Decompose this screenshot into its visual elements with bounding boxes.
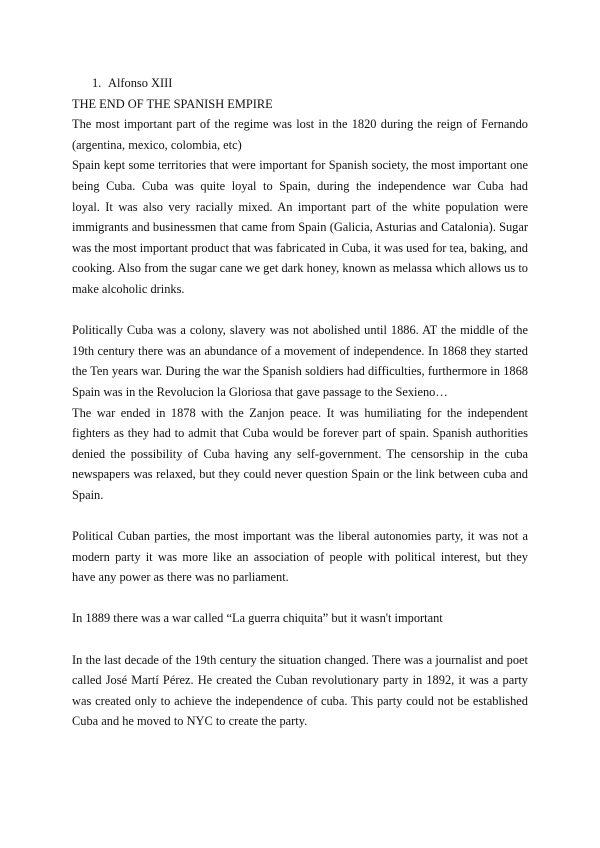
paragraph: [72, 403, 528, 506]
text-line: make alcoholic drinks.: [72, 281, 185, 296]
text-line: Cuba and he moved to NYC to create the party.: [72, 714, 308, 729]
text-line: In 1889 there was a war called “La guerra chiquita” but it wasn't important: [72, 611, 443, 626]
paragraph-spacer: [72, 505, 528, 526]
body-text: [72, 114, 528, 732]
list-item-text: Alfonso XIII: [108, 76, 173, 90]
text-line: Politically Cuba was a colony, slavery was not abolished until 1886. AT the middle of the: [72, 323, 528, 338]
paragraph: [72, 155, 528, 299]
paragraph-spacer: [72, 629, 528, 650]
text-line: Political Cuban parties, the most important was the liberal autonomies party, it was not a: [72, 529, 528, 544]
text-line: called José Martí Pérez. He created the Cuban revolutionary party in 1892, it was a party: [72, 673, 528, 688]
text-line: have any power as there was no parliament.: [72, 570, 289, 585]
numbered-list-item: [72, 73, 528, 94]
document-page: [72, 73, 528, 732]
text-line: newspapers was relaxed, but they could never question Spain or the link between cuba and: [72, 467, 528, 482]
list-number: 1.: [92, 76, 102, 90]
text-line: Spain was in the Revolucion la Gloriosa that gave passage to the Sexieno…: [72, 384, 448, 399]
paragraph-spacer: [72, 300, 528, 321]
paragraph: [72, 320, 528, 402]
section-heading: THE END OF THE SPANISH EMPIRE: [72, 96, 273, 111]
paragraph: [72, 608, 528, 629]
paragraph: [72, 526, 528, 588]
text-line: the Ten years war. During the war the Spanish soldiers had difficulties, furthermore in 1868: [72, 364, 528, 379]
text-line: In the last decade of the 19th century the situation changed. There was a journalist and poet: [72, 652, 528, 667]
text-line: The war ended in 1878 with the Zanjon peace. It was humiliating for the independent: [72, 405, 528, 420]
text-line: was the most important product that was fabricated in Cuba, it was used for tea, baking, and: [72, 240, 528, 255]
text-line: immigrants and businessmen that came from Spain (Galicia, Asturias and Catalonia). Sugar: [72, 220, 528, 235]
text-line: modern party it was more like an association of people with political interest, but they: [72, 549, 528, 564]
text-line: 19th century there was an abundance of a movement of independence. In 1868 they started: [72, 343, 528, 358]
text-line: The most important part of the regime was lost in the 1820 during the reign of Fernando: [72, 117, 528, 132]
text-line: cooking. Also from the sugar cane we get dark honey, known as melassa which allows us to: [72, 261, 528, 276]
text-line: being Cuba. Cuba was quite loyal to Spain, during the independence war Cuba had: [72, 178, 528, 193]
text-line: was created only to achieve the independence of cuba. This party could not be established: [72, 693, 528, 708]
paragraph: [72, 650, 528, 732]
text-line: Spain kept some territories that were important for Spanish society, the most important one: [72, 158, 528, 173]
paragraph-spacer: [72, 588, 528, 609]
text-line: loyal. It was also very racially mixed. An important part of the white population were: [72, 199, 528, 214]
text-line: denied the possibility of Cuba having any self-government. The censorship in the cuba: [72, 446, 528, 461]
text-line: fighters as they had to admit that Cuba would be forever part of spain. Spanish authorities: [72, 426, 528, 441]
paragraph: [72, 114, 528, 155]
text-line: (argentina, mexico, colombia, etc): [72, 137, 242, 152]
text-line: Spain.: [72, 487, 104, 502]
